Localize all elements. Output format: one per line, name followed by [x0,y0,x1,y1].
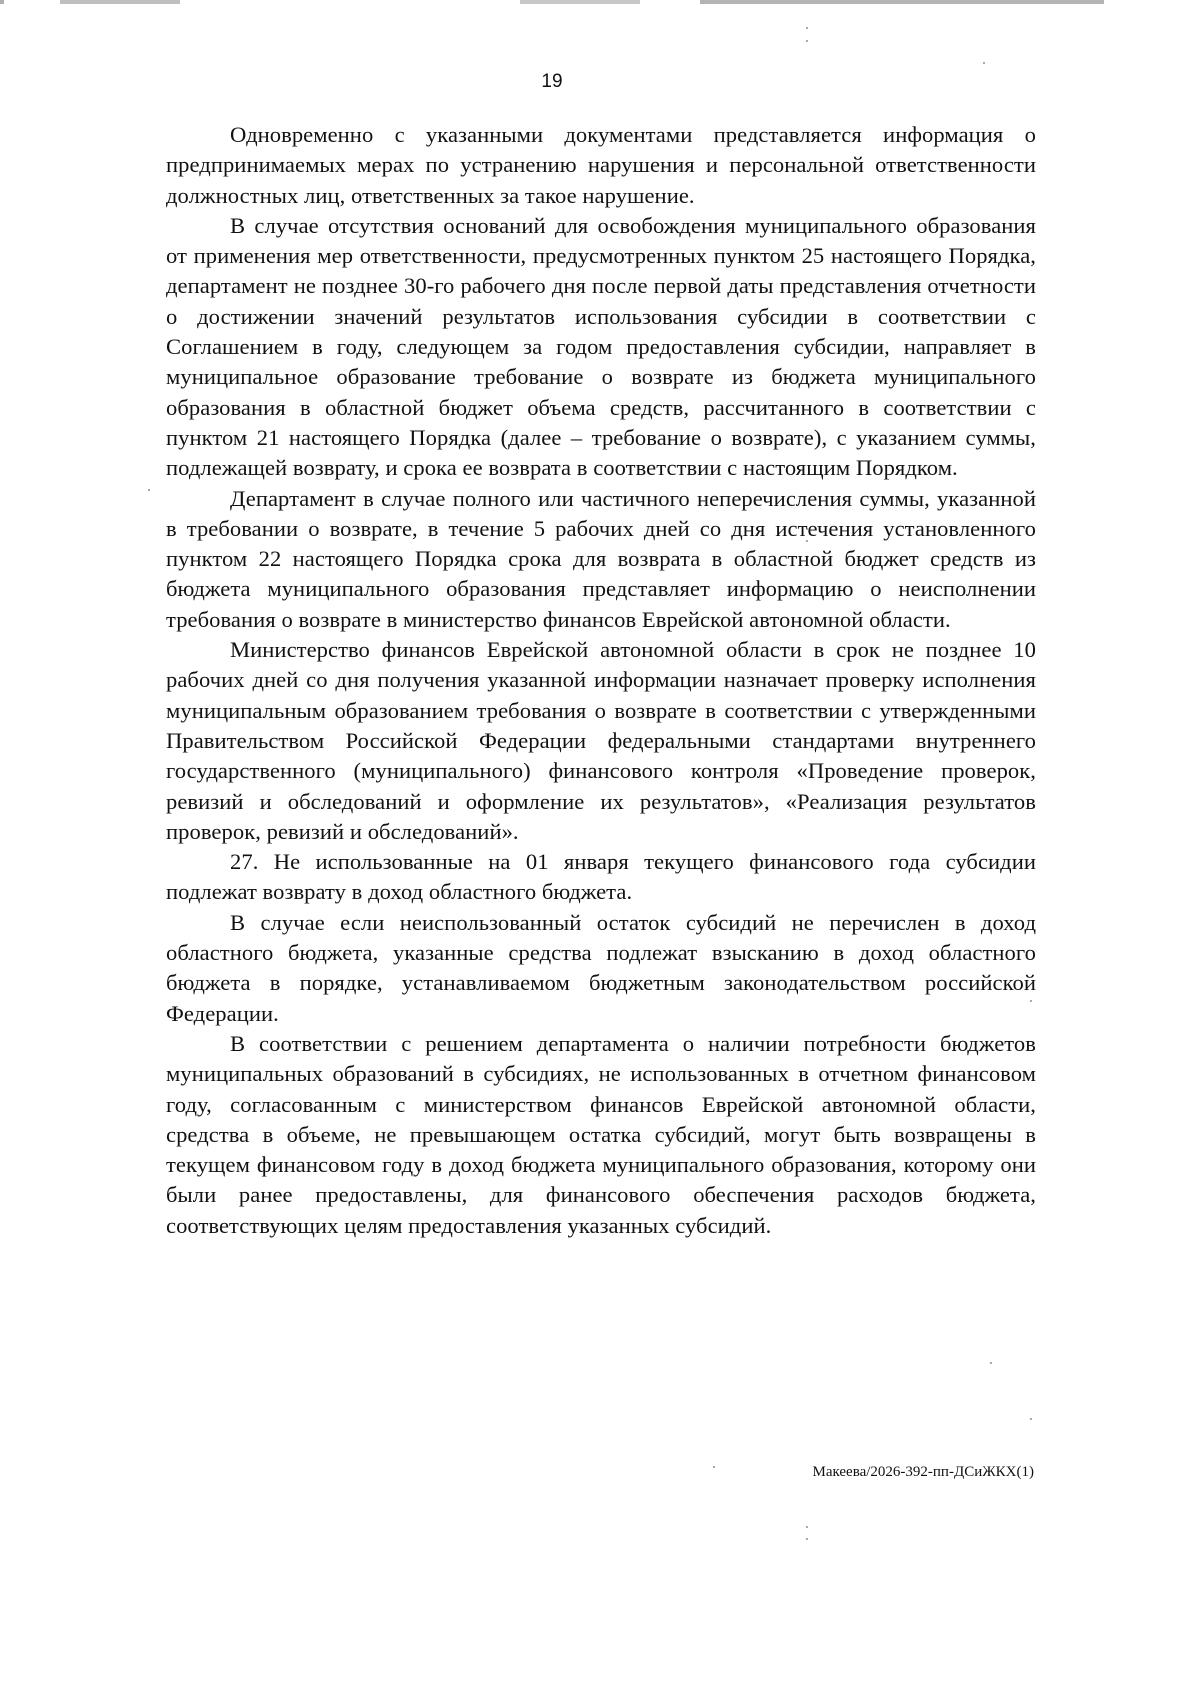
scan-speck [983,62,985,64]
scan-speck [806,40,808,42]
paragraph: В случае отсутствия оснований для освобождения муниципального образования от применения мер ответственности, предусмотренных пунктом 25 настоящего Порядка, департамент не позднее 30-го рабочего дня после первой даты представления отчетности о достижении значений результатов использования субсидии в соответствии с Соглашением в году, следующем за годом предоставления субсидии, направляет в муниципальное образование требование о возврате из бюджета муниципального образования в областной бюджет объема средств, рассчитанного в соответствии с пунктом 21 настоящего Порядка (далее – требование о возврате), с указанием суммы, подлежащей возврату, и срока ее возврата в соответствии с настоящим Порядком. [166,212,1036,481]
scan-speck [990,1362,992,1364]
document-body [166,120,1036,1241]
paragraph: Одновременно с указанными документами представляется информация о предпринимаемых мерах по устранению нарушения и персональной ответственности должностных лиц, ответственных за такое нарушение. [166,122,1036,208]
paragraph: В случае если неиспользованный остаток субсидий не перечислен в доход областного бюджета, указанные средства подлежат взысканию в доход областного бюджета в порядке, устанавливаемом бюджетным законодательством российской Федерации. [166,909,1036,1026]
paragraph: 27. Не использованные на 01 января текущего финансового года субсидии подлежат возврату в доход областного бюджета. [166,849,1036,905]
scan-speck [806,27,808,29]
paragraph: Департамент в случае полного или частичного неперечисления суммы, указанной в требовании о возврате, в течение 5 рабочих дней со дня истечения установленного пунктом 22 настоящего Порядка срока для возврата в областной бюджет средств из бюджета муниципального образования представляет информацию о неисполнении требования о возврате в министерство финансов Еврейской автономной области. [166,485,1036,632]
paragraph: В соответствии с решением департамента о наличии потребности бюджетов муниципальных образований в субсидиях, не использованных в отчетном финансовом году, согласованным с министерством финансов Еврейской автономной области, средства в объеме, не превышающем остатка субсидий, могут быть возвращены в текущем финансовом году в доход бюджета муниципального образования, которому они были ранее предоставлены, для финансового обеспечения расходов бюджета, соответствующих целям предоставления указанных субсидий. [166,1030,1036,1238]
scan-speck [1030,1418,1032,1420]
scan-top-edge [0,0,1104,4]
scan-speck [713,1466,715,1468]
scan-speck [806,1538,808,1540]
page-number: 19 [541,71,563,92]
paragraph: Министерство финансов Еврейской автономной области в срок не позднее 10 рабочих дней со дня получения указанной информации назначает проверку исполнения муниципальным образованием требования о возврате в соответствии с утвержденными Правительством Российской Федерации федеральными стандартами внутреннего государственного (муниципального) финансового контроля «Проведение проверок, ревизий и обследований и оформление их результатов», «Реализация результатов проверок, ревизий и обследований». [166,637,1036,844]
document-footer-code: Макеева/2026-392-пп-ДСиЖКХ(1) [812,1464,1034,1480]
scan-speck [148,489,150,491]
scan-speck [806,1526,808,1528]
